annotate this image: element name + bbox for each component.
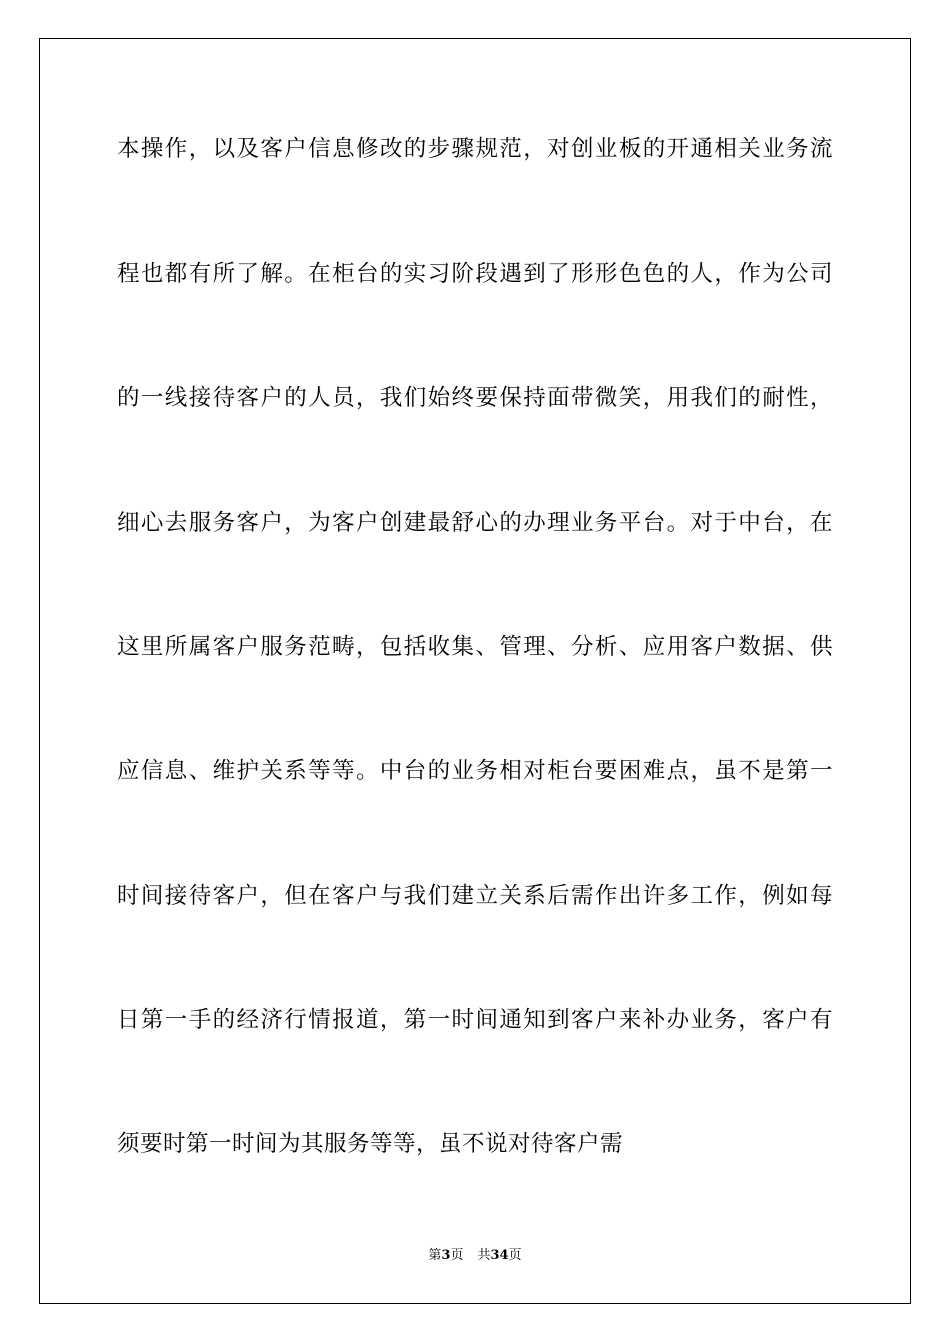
total-label-suffix: 页 — [508, 1248, 522, 1263]
page-label-prefix: 第 — [428, 1248, 442, 1263]
body-text-line: 时间接待客户，但在客户与我们建立关系后需作出许多工作，例如每 — [117, 883, 833, 909]
page-border — [39, 38, 911, 1304]
body-text-line: 细心去服务客户，为客户创建最舒心的办理业务平台。对于中台，在 — [117, 510, 833, 536]
page-label-suffix: 页 — [450, 1248, 464, 1263]
body-text-line: 程也都有所了解。在柜台的实习阶段遇到了形形色色的人，作为公司 — [117, 261, 833, 287]
page-footer — [0, 1248, 950, 1264]
body-text-line: 应信息、维护关系等等。中台的业务相对柜台要困难点，虽不是第一 — [117, 758, 833, 784]
body-text-line: 须要时第一时间为其服务等等，虽不说对待客户需 — [117, 1131, 624, 1157]
body-text-line: 本操作，以及客户信息修改的步骤规范，对创业板的开通相关业务流 — [117, 136, 833, 162]
body-text-line: 这里所属客户服务范畴，包括收集、管理、分析、应用客户数据、供 — [117, 634, 833, 660]
body-text-line: 的一线接待客户的人员，我们始终要保持面带微笑，用我们的耐性， — [117, 385, 833, 411]
body-text-line: 日第一手的经济行情报道，第一时间通知到客户来补办业务，客户有 — [117, 1007, 833, 1033]
page-number: 3 — [441, 1248, 451, 1263]
total-label-prefix: 共 — [477, 1248, 491, 1263]
total-pages: 34 — [490, 1248, 509, 1263]
